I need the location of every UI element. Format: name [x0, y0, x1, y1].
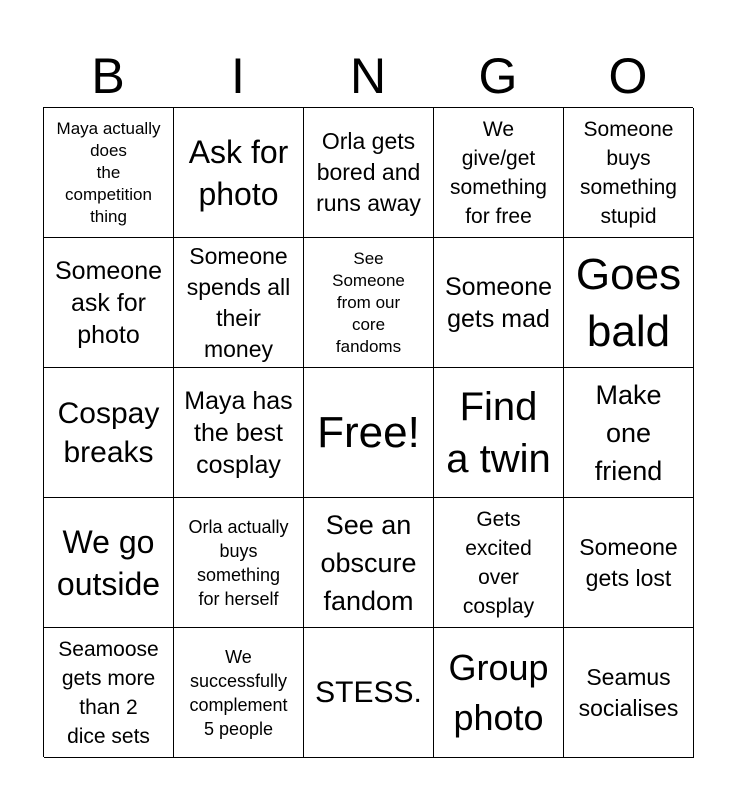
cell-text: Goes bald	[575, 249, 682, 356]
free-space-cell[interactable]	[304, 368, 434, 498]
bingo-cell[interactable]	[174, 238, 304, 368]
cell-text: Orla gets bored and runs away	[316, 128, 421, 216]
bingo-cell[interactable]	[434, 628, 564, 758]
header-letter-n: N	[349, 48, 387, 104]
cell-text: We give/get something for free	[450, 117, 547, 228]
cell-text: See an obscure fandom	[320, 509, 417, 616]
header-letter-o: O	[608, 48, 648, 104]
bingo-cell[interactable]	[174, 108, 304, 238]
bingo-cell[interactable]	[44, 628, 174, 758]
bingo-cell[interactable]	[564, 238, 694, 368]
bingo-cell[interactable]	[44, 108, 174, 238]
cell-text: Someone spends all their money	[186, 242, 291, 362]
cell-text: Someone buys something stupid	[580, 117, 677, 228]
bingo-cell[interactable]	[434, 238, 564, 368]
bingo-cell[interactable]	[434, 108, 564, 238]
cell-text: Ask for photo	[188, 133, 289, 212]
cell-text: We go outside	[56, 523, 161, 602]
bingo-board	[43, 107, 693, 757]
bingo-cell[interactable]	[44, 368, 174, 498]
cell-text: Seamoose gets more than 2 dice sets	[58, 637, 159, 748]
cell-text: Make one friend	[594, 379, 663, 486]
bingo-cell[interactable]	[564, 108, 694, 238]
header-letter-g: G	[478, 48, 518, 104]
bingo-cell[interactable]	[44, 498, 174, 628]
cell-text: Cospay breaks	[57, 396, 160, 469]
bingo-cell[interactable]	[434, 368, 564, 498]
cell-text: Group photo	[448, 646, 549, 738]
cell-text: Someone gets mad	[444, 272, 553, 333]
bingo-cell[interactable]	[564, 368, 694, 498]
bingo-cell[interactable]	[174, 368, 304, 498]
cell-text: Someone gets lost	[579, 533, 678, 591]
bingo-cell[interactable]	[304, 108, 434, 238]
bingo-cell[interactable]	[304, 498, 434, 628]
bingo-cell[interactable]	[434, 498, 564, 628]
bingo-cell[interactable]	[174, 628, 304, 758]
bingo-cell[interactable]	[44, 238, 174, 368]
bingo-header	[43, 40, 693, 108]
cell-text: Someone ask for photo	[54, 256, 163, 349]
cell-text: Gets excited over cosplay	[462, 507, 535, 618]
header-letter-b: B	[91, 48, 125, 104]
bingo-cell[interactable]	[564, 628, 694, 758]
cell-text: We successfully complement 5 people	[189, 646, 288, 739]
cell-text: STESS.	[315, 676, 422, 709]
free-space-text: Free!	[317, 408, 420, 457]
cell-text: See Someone from our core fandoms	[332, 248, 405, 356]
bingo-cell[interactable]	[174, 498, 304, 628]
cell-text: Maya has the best cosplay	[184, 386, 293, 479]
cell-text: Maya actually does the competition thing	[56, 118, 161, 226]
bingo-cell[interactable]	[564, 498, 694, 628]
bingo-cell[interactable]	[304, 238, 434, 368]
header-letter-i: I	[231, 48, 245, 104]
cell-text: Seamus socialises	[578, 663, 679, 721]
cell-text: Find a twin	[446, 384, 551, 481]
bingo-cell[interactable]	[304, 628, 434, 758]
cell-text: Orla actually buys something for herself	[188, 516, 289, 609]
